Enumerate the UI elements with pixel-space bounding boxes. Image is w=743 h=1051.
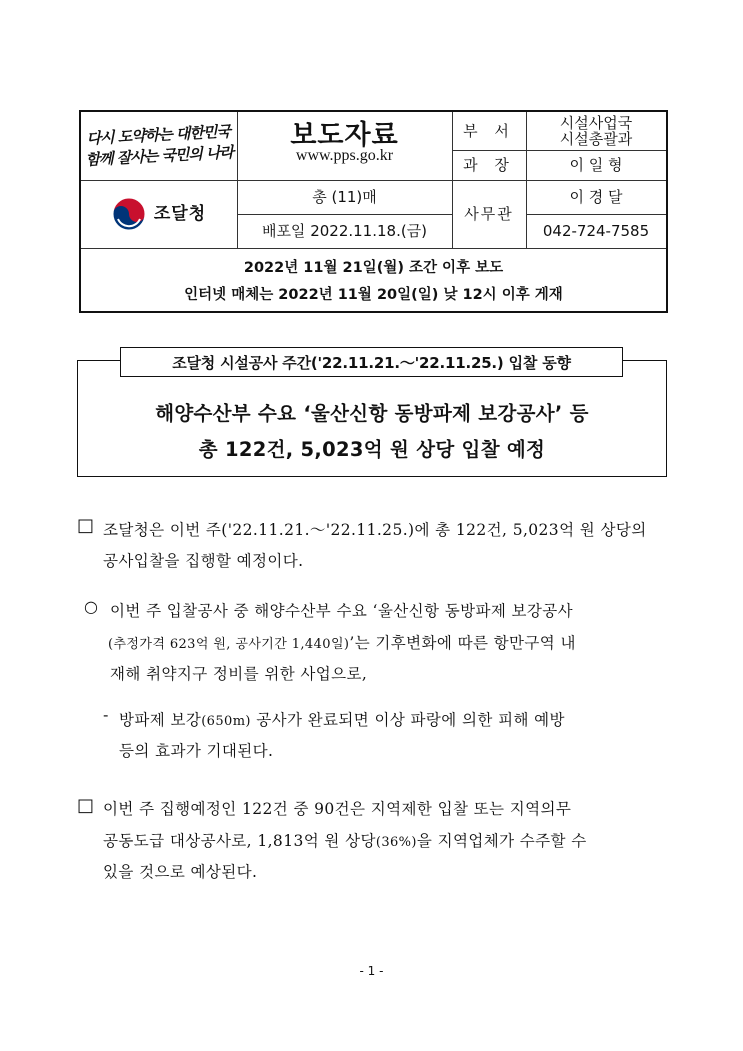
- release-date: 배포일 2022.11.18.(금): [261, 222, 428, 240]
- chief-value: 이 일 형: [569, 156, 623, 174]
- press-url: www.pps.go.kr: [295, 147, 394, 164]
- p2-line-2-rest: ’는 기후변화에 따른 항만구역 내: [349, 634, 576, 652]
- p1-line-1: 조달청은 이번 주('22.11.21.～'22.11.25.)에 총 122건, 5,023억 원 상당의: [103, 521, 647, 539]
- p2-line-2: [108, 631, 576, 653]
- dept-label: 부 서: [463, 122, 515, 140]
- circle-bullet-icon: ○: [84, 597, 98, 616]
- press-title-block: [237, 112, 452, 180]
- dash-bullet-icon: -: [103, 706, 109, 724]
- headline-line-2: 총 122건, 5,023억 원 상당 입찰 예정: [198, 438, 546, 461]
- square-bullet-icon: □: [77, 795, 95, 816]
- press-title: 보도자료: [290, 120, 399, 151]
- officer-label: 사무관: [464, 205, 514, 223]
- p3-line-1-b: 공사가 완료되면 이상 파랑에 의한 피해 예방: [250, 711, 565, 729]
- tagline: 조달청 시설공사 주간('22.11.21.～'22.11.25.) 입찰 동향: [120, 347, 623, 377]
- p4-share-note: (36%): [375, 835, 417, 850]
- p4-line-2-b: 을 지역업체가 수주할 수: [416, 832, 587, 850]
- page-number: - 1 -: [359, 964, 384, 978]
- p4-line-1: 이번 주 집행예정인 122건 중 90건은 지역제한 입찰 또는 지역의무: [103, 800, 572, 818]
- embargo-line-2: 인터넷 매체는 2022년 11월 20일(일) 낮 12시 이후 게재: [184, 286, 563, 303]
- p2-estimate-note: (추정가격 623억 원, 공사기간 1,440일): [108, 637, 350, 652]
- officer-phone: 042-724-7585: [542, 222, 650, 240]
- p3-line-1: [119, 708, 565, 730]
- page-count: 총 (11)매: [312, 188, 377, 206]
- dept-value-line-2: 시설총괄과: [559, 130, 633, 148]
- press-release-header: [79, 110, 668, 313]
- p3-line-1-a: 방파제 보강: [119, 711, 202, 729]
- square-bullet-icon: □: [77, 515, 95, 536]
- agency-name: 조달청: [153, 204, 207, 224]
- p3-line-2: 등의 효과가 기대된다.: [119, 742, 274, 760]
- dept-value-line-1: 시설사업국: [559, 114, 633, 132]
- slogan-line-2: 함께 잘사는 국민의 나라: [85, 143, 234, 169]
- p3-length-note: (650m): [201, 714, 251, 729]
- p4-line-3: 있을 것으로 예상된다.: [103, 863, 258, 881]
- agency-logo: [81, 180, 237, 248]
- p4-line-2: [103, 829, 587, 851]
- officer-name: 이 경 달: [569, 188, 623, 206]
- slogan-line-1: 다시 도약하는 대한민국: [86, 122, 231, 148]
- dept-value: [526, 112, 666, 150]
- p1-line-2: 공사입찰을 집행할 예정이다.: [103, 552, 304, 570]
- slogan: [81, 112, 237, 180]
- p2-line-3: 재해 취약지구 정비를 위한 사업으로,: [110, 665, 368, 683]
- headline-line-1: 해양수산부 수요 ‘울산신항 동방파제 보강공사’ 등: [155, 402, 589, 425]
- embargo-notice: [81, 248, 666, 311]
- taegeuk-emblem-icon: [112, 197, 146, 231]
- p4-line-2-a: 공동도급 대상공사로, 1,813억 원 상당: [103, 832, 376, 850]
- embargo-line-1: 2022년 11월 21일(월) 조간 이후 보도: [243, 259, 504, 276]
- chief-label: 과 장: [463, 156, 515, 174]
- p2-line-1: 이번 주 입찰공사 중 해양수산부 수요 ‘울산신항 동방파제 보강공사: [110, 602, 574, 620]
